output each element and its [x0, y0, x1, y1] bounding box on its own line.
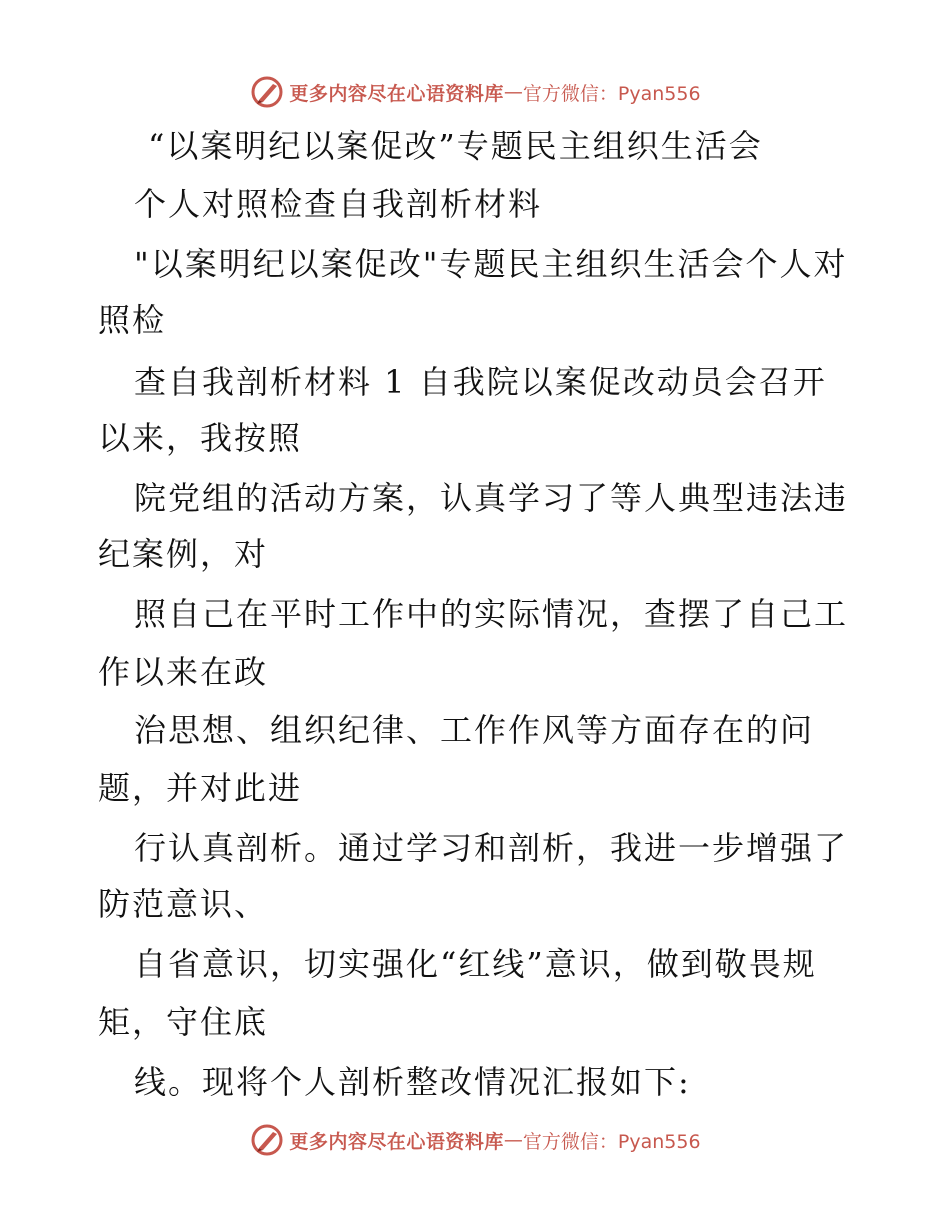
banner-site-text: 更多内容尽在心语资料库 — [289, 82, 504, 105]
doc-line: 线。现将个人剖析整改情况汇报如下: — [134, 1063, 691, 1101]
doc-line: 照自己在平时工作中的实际情况，查摆了自己工 — [134, 595, 849, 633]
pen-circle-logo-icon — [249, 74, 285, 110]
header-banner — [0, 72, 950, 112]
doc-line: 防范意识、 — [98, 885, 269, 923]
doc-title-line: “以案明纪以案促改”专题民主组织生活会 — [148, 127, 763, 165]
doc-line: 作以来在政 — [98, 653, 269, 691]
footer-banner — [0, 1120, 950, 1160]
pen-circle-logo-icon — [249, 1122, 285, 1158]
banner-wechat-text: 官方微信：Pyan556 — [522, 1130, 701, 1153]
doc-line: 纪案例，对 — [98, 535, 269, 573]
doc-line: 矩，守住底 — [98, 1003, 269, 1041]
banner-separator: — — [503, 1129, 523, 1151]
doc-line: 院党组的活动方案，认真学习了等人典型违法违 — [134, 479, 849, 517]
doc-line: 题，并对此进 — [98, 769, 303, 807]
doc-line: 行认真剖析。通过学习和剖析，我进一步增强了 — [134, 829, 849, 867]
doc-line: 照检 — [98, 301, 167, 339]
doc-line: "以案明纪以案促改"专题民主组织生活会个人对 — [134, 245, 848, 283]
banner-site-text: 更多内容尽在心语资料库 — [289, 1130, 504, 1153]
doc-line: 自省意识，切实强化“红线”意识，做到敬畏规 — [134, 945, 817, 983]
doc-subtitle-line: 个人对照检查自我剖析材料 — [134, 185, 543, 223]
doc-line: 查自我剖析材料 1 自我院以案促改动员会召开 — [134, 363, 827, 401]
doc-line: 治思想、组织纪律、工作作风等方面存在的问 — [134, 711, 815, 749]
banner-wechat-text: 官方微信：Pyan556 — [522, 82, 701, 105]
doc-line: 以来，我按照 — [98, 419, 303, 457]
banner-separator: — — [503, 81, 523, 103]
